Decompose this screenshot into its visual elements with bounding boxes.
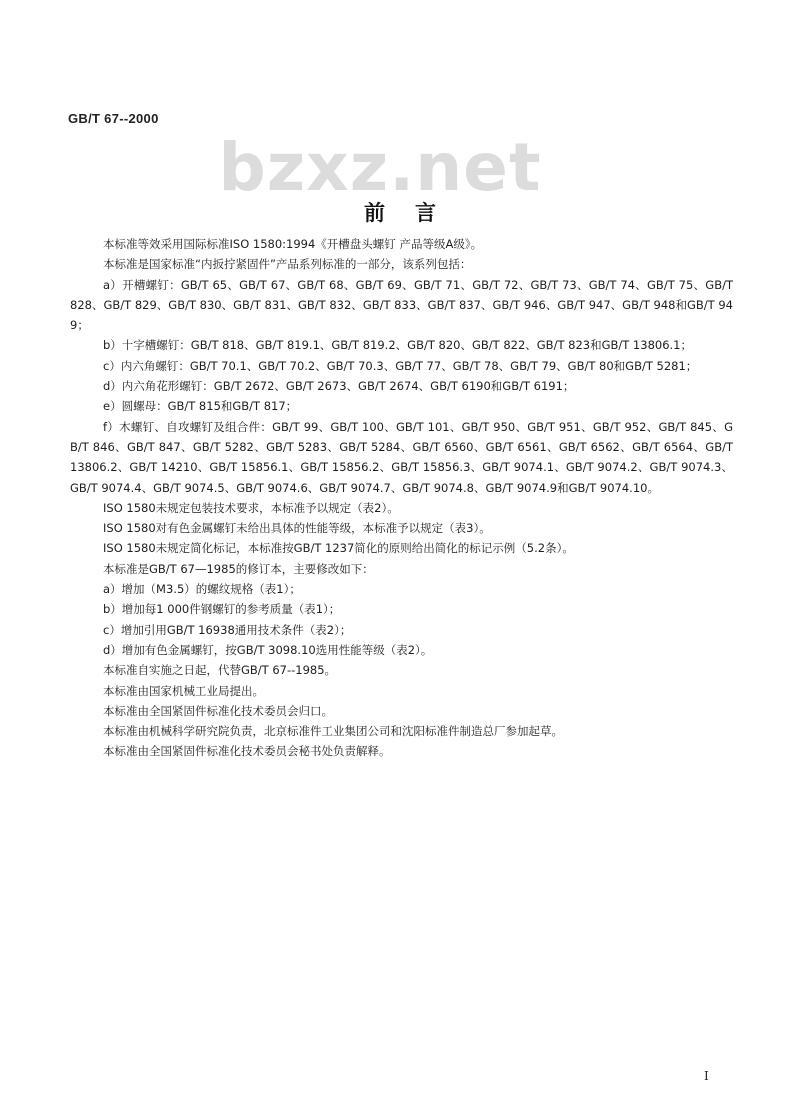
paragraph: 本标准由全国紧固件标准化技术委员会归口。 — [103, 703, 333, 718]
paragraph: 本标准是GB/T 67—1985的修订本，主要修改如下： — [103, 561, 374, 576]
page-title: 前言 — [364, 200, 466, 225]
paragraph: 本标准由国家机械工业局提出。 — [103, 683, 264, 698]
watermark-logo: bzxz.net — [218, 129, 542, 206]
paragraph: ISO 1580未规定简化标记，本标准按GB/T 1237简化的原则给出简化的标记示例（5.2条）。 — [103, 541, 574, 556]
list-item: b）增加每1 000件钢螺钉的参考质量（表1）； — [103, 602, 341, 617]
list-item: a）增加（M3.5）的螺纹规格（表1）； — [103, 582, 301, 597]
paragraph: 本标准是国家标准“内扳拧紧固件”产品系列标准的一部分，该系列包括： — [103, 257, 472, 272]
paragraph: ISO 1580未规定包装技术要求，本标准予以规定（表2）。 — [103, 500, 399, 515]
list-item: d）内六角花形螺钉：GB/T 2672、GB/T 2673、GB/T 2674、GB/T 6190和GB/T 6191； — [103, 379, 575, 394]
list-item: a）开槽螺钉：GB/T 65、GB/T 67、GB/T 68、GB/T 69、GB/T 71、GB/T 72、GB/T 73、GB/T 74、GB/T 75、GB/T 828、GB/T 829、GB/T 830、GB/T 831、GB/T 832、GB/T 833、GB/T 837、GB/T 946、GB/T 947、GB/T 948和GB/T 949； — [70, 277, 733, 333]
list-item: d）增加有色金属螺钉，按GB/T 3098.10选用性能等级（表2）。 — [103, 642, 433, 657]
page-number: I — [704, 1069, 709, 1083]
paragraph: ISO 1580对有色金属螺钉未给出具体的性能等级，本标准予以规定（表3）。 — [103, 521, 491, 536]
standard-number-header: GB/T 67--2000 — [68, 111, 159, 126]
foreword-body — [70, 234, 733, 762]
paragraph: 本标准自实施之日起，代替GB/T 67--1985。 — [103, 663, 337, 678]
list-item: e）圆螺母：GB/T 815和GB/T 817； — [103, 399, 298, 414]
paragraph: 本标准由机械科学研究院负责，北京标准件工业集团公司和沈阳标准件制造总厂参加起草。 — [103, 724, 563, 739]
list-item: f）木螺钉、自攻螺钉及组合件：GB/T 99、GB/T 100、GB/T 101、GB/T 950、GB/T 951、GB/T 952、GB/T 845、GB/T 846、GB/T 847、GB/T 5282、GB/T 5283、GB/T 5284、GB/T 6560、GB/T 6561、GB/T 6562、GB/T 6564、GB/T 13806.2、GB/T 14210、GB/T 15856.1、GB/T 15856.2、GB/T 15856.3、GB/T 9074.1、GB/T 9074.2、GB/T 9074.3、GB/T 9074.4、GB/T 9074.5、GB/T 9074.6、GB/T 9074.7、GB/T 9074.8、GB/T 9074.9和GB/T 9074.10。 — [70, 419, 733, 495]
list-item: c）增加引用GB/T 16938通用技术条件（表2）； — [103, 622, 352, 637]
list-item: b）十字槽螺钉：GB/T 818、GB/T 819.1、GB/T 819.2、GB/T 820、GB/T 822、GB/T 823和GB/T 13806.1； — [103, 338, 692, 353]
paragraph: 本标准等效采用国际标准ISO 1580:1994《开槽盘头螺钉 产品等级A级》。 — [103, 237, 483, 251]
paragraph: 本标准由全国紧固件标准化技术委员会秘书处负责解释。 — [103, 744, 391, 759]
list-item: c）内六角螺钉：GB/T 70.1、GB/T 70.2、GB/T 70.3、GB/T 77、GB/T 78、GB/T 79、GB/T 80和GB/T 5281； — [103, 358, 698, 373]
